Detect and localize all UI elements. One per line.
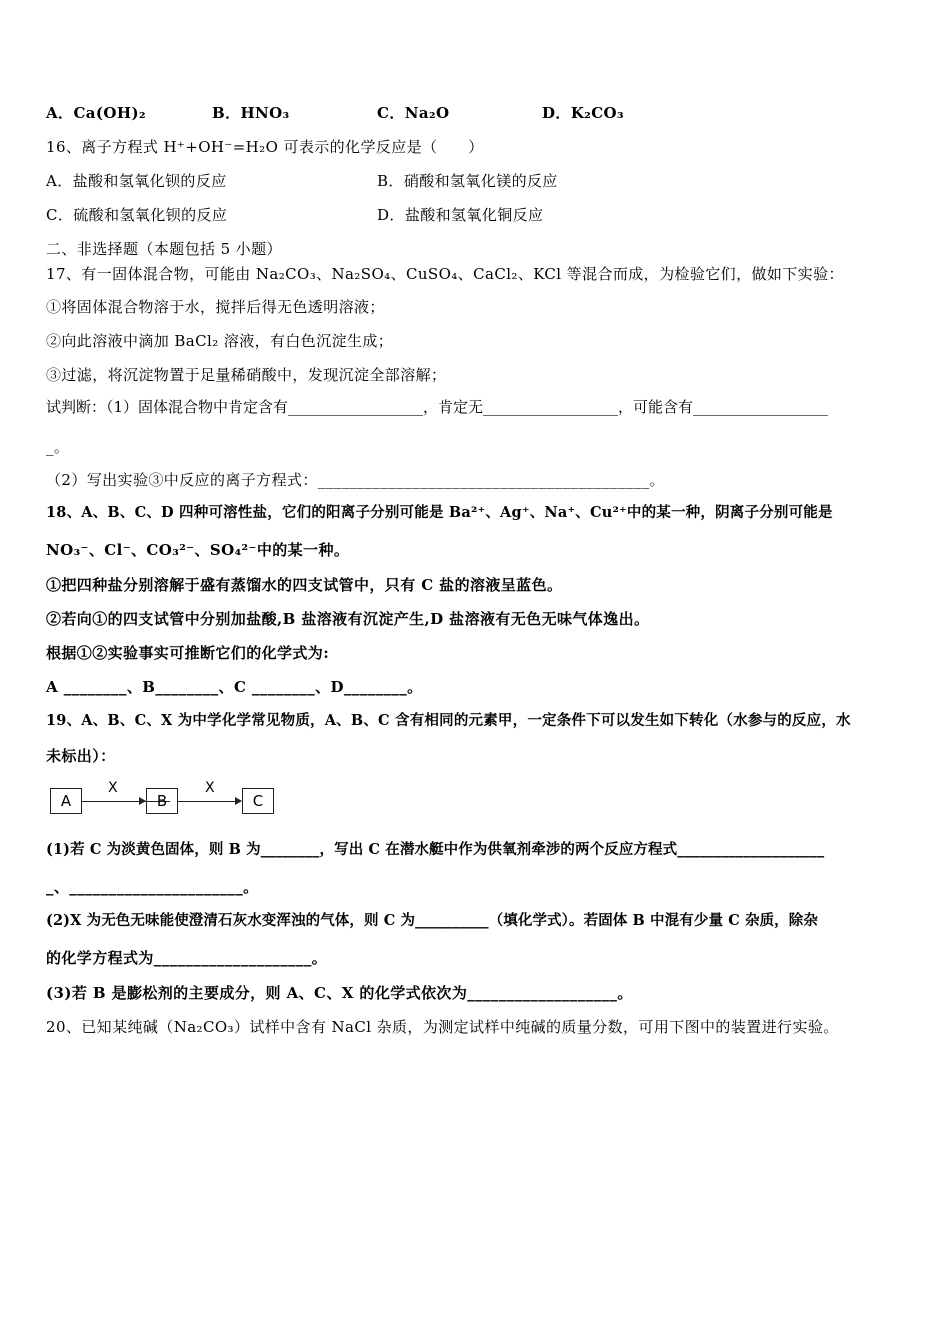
section2-title: 二、非选择题（本题包括 5 小题）	[46, 240, 282, 258]
q17-judge-line1: 试判断：（1）固体混合物中肯定含有__________________，肯定无__________________，可能含有__________________	[46, 398, 829, 416]
q19-part2-line2: 的化学方程式为____________________。	[46, 949, 328, 967]
q19-part1-line1: (1)若 C 为淡黄色固体，则 B 为________，写出 C 在潜水艇中作为供氧剂牵涉的两个反应方程式____________________	[46, 841, 825, 858]
q19-part3: (3)若 B 是膨松剂的主要成分，则 A、C、X 的化学式依次为___________________。	[46, 984, 633, 1002]
q15-option-a: A．Ca(OH)₂	[46, 104, 146, 122]
q16-option-c: C．硫酸和氢氧化钡的反应	[46, 206, 228, 224]
q19-conversion-diagram	[50, 780, 290, 820]
arrow-head-icon	[139, 797, 146, 805]
q18-conclude: 根据①②实验事实可推断它们的化学式为:	[46, 644, 330, 662]
q17-step3: ③过滤，将沉淀物置于足量稀硝酸中，发现沉淀全部溶解；	[46, 366, 447, 384]
q17-judge-line2: _。	[46, 438, 70, 456]
q18-step2: ②若向①的四支试管中分别加盐酸,B 盐溶液有沉淀产生,D 盐溶液有无色无味气体逸出。	[46, 610, 650, 628]
q18-step1: ①把四种盐分别溶解于盛有蒸馏水的四支试管中，只有 C 盐的溶液呈蓝色。	[46, 576, 563, 594]
q16-option-b: B．硝酸和氢氧化镁的反应	[377, 172, 558, 190]
q18-stem-line1: 18、A、B、C、D 四种可溶性盐，它们的阳离子分别可能是 Ba²⁺、Ag⁺、Na⁺、Cu²⁺中的某一种，阴离子分别可能是	[46, 504, 833, 521]
q20-stem: 20、已知某纯碱（Na₂CO₃）试样中含有 NaCl 杂质，为测定试样中纯碱的质量分数，可用下图中的装置进行实验。	[46, 1018, 839, 1036]
diagram-label-x1: X	[108, 780, 118, 796]
diagram-label-x2: X	[205, 780, 215, 796]
q15-option-d: D．K₂CO₃	[542, 104, 624, 122]
q19-stem-line2: 未标出）：	[46, 747, 116, 765]
diagram-box-c: C	[242, 788, 274, 814]
q17-part2: （2）写出实验③中反应的离子方程式：__________________________________________。	[46, 471, 665, 489]
arrow-head-icon	[235, 797, 242, 805]
q19-part2-line1: (2)X 为无色无味能使澄清石灰水变浑浊的气体，则 C 为__________（填化学式）。若固体 B 中混有少量 C 杂质，除杂	[46, 912, 818, 929]
q17-step2: ②向此溶液中滴加 BaCl₂ 溶液，有白色沉淀生成；	[46, 332, 394, 350]
q15-option-b: B．HNO₃	[212, 104, 290, 122]
diagram-box-b: B	[146, 788, 178, 814]
q18-answer: A ________、B________、C ________、D________。	[46, 678, 423, 696]
q19-part1-line2: _、______________________。	[46, 878, 259, 896]
q19-stem-line1: 19、A、B、C、X 为中学化学常见物质，A、B、C 含有相同的元素甲，一定条件下可以发生如下转化（水参与的反应，水	[46, 712, 851, 729]
diagram-box-a: A	[50, 788, 82, 814]
q16-stem: 16、离子方程式 H⁺+OH⁻=H₂O 可表示的化学反应是（ ）	[46, 138, 484, 156]
diagram-arrow-2	[178, 801, 238, 802]
q17-stem: 17、有一固体混合物，可能由 Na₂CO₃、Na₂SO₄、CuSO₄、CaCl₂、KCl 等混合而成，为检验它们，做如下实验：	[46, 265, 844, 283]
q16-option-d: D．盐酸和氢氧化铜反应	[377, 206, 544, 224]
q16-option-a: A．盐酸和氢氧化钡的反应	[46, 172, 227, 190]
q18-stem-line2: NO₃⁻、Cl⁻、CO₃²⁻、SO₄²⁻中的某一种。	[46, 541, 350, 559]
q17-step1: ①将固体混合物溶于水，搅拌后得无色透明溶液；	[46, 298, 385, 316]
q15-option-c: C．Na₂O	[377, 104, 450, 122]
